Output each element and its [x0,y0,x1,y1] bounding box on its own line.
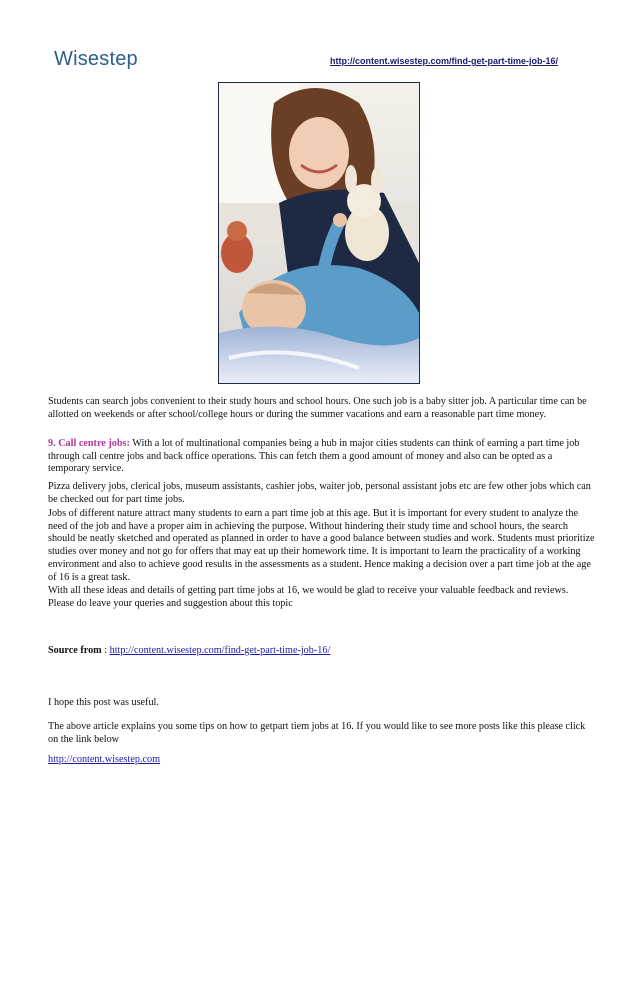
source-link[interactable]: http://content.wisestep.com/find-get-part-time-job-16/ [109,645,331,656]
paragraph-other-jobs: Pizza delivery jobs, clerical jobs, museum assistants, cashier jobs, waiter job, personal assistant jobs etc are few other jobs which can be checked out for part time jobs. [48,481,591,505]
paragraph-call-centre-body: With a lot of multinational companies being a hub in major cities students can think of earning a part time job through call centre jobs and back office operations. This can fetch them a good amount of money and also can be opted as a temporary service. [48,438,580,475]
source-separator: : [101,645,110,656]
footer-link-line [48,754,596,767]
header-url-link[interactable]: http://content.wisestep.com/find-get-part-time-job-16/ [330,56,559,66]
paragraph-job-nature: Jobs of different nature attract many students to earn a part time job at this age. But it is important for every student to analyze the need of the job and have a proper aim in achieving the purpose. Without hindering their study time and school hours, the search should be neatly sketched and operated as planned in order to have a good balance between studies and work. Students must prioritize studies over money and not go for offers that may eat up their homework time. It is important to learn the practicality of a working environment and also to achieve good results in the assessments as a student. Hence making a decision over a part time job at the age of 16 is a great task. [48,508,595,583]
footer-link[interactable]: http://content.wisestep.com [48,754,161,765]
paragraph-babysitter: Students can search jobs convenient to their study hours and school hours. One such job is a baby sitter job. A particular time can be allotted on weekends or after school/college hours or during the summer vacations and earn a reasonable part time money. [48,396,587,420]
paragraph-call-centre [48,438,596,476]
closing-hope: I hope this post was useful. [48,697,159,708]
paragraph-feedback: With all these ideas and details of getting part time jobs at 16, we would be glad to receive your valuable feedback and reviews. Please do leave your queries and suggestion about this topic [48,585,569,609]
section-heading-call-centre: 9. Call centre jobs: [48,438,130,449]
source-line [48,645,596,658]
closing-explanation: The above article explains you some tips on how to getpart tiem jobs at 16. If you would like to see more posts like this please click on the link below [48,721,586,745]
source-label: Source from [48,645,102,656]
babysitting-photo [218,82,420,384]
photo-girl-babysitting-baby-icon [219,83,419,383]
site-logo: Wisestep [54,48,138,70]
